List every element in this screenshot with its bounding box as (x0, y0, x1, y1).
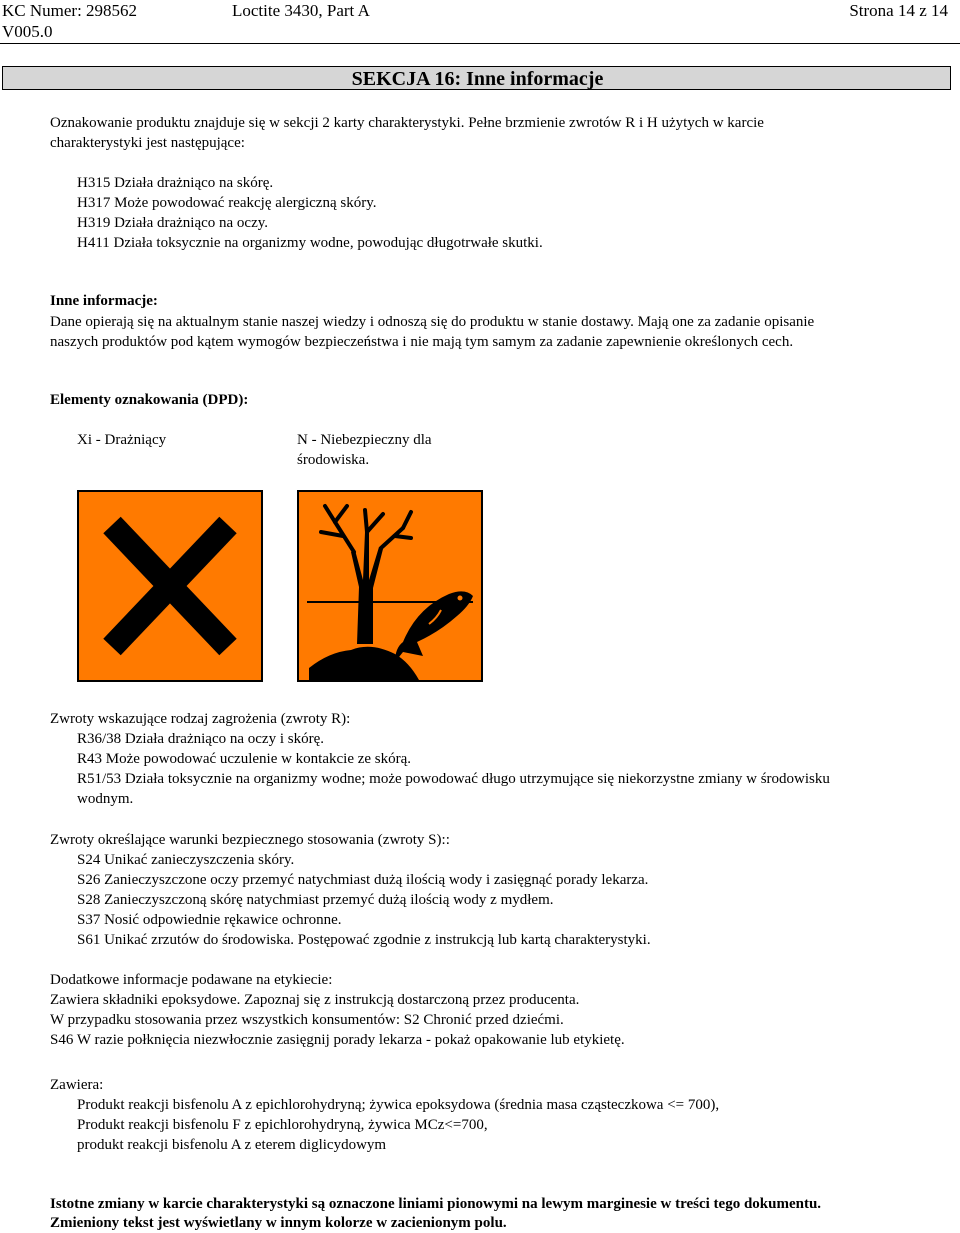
r-phrase: R51/53 Działa toksycznie na organizmy wodne; może powodować długo utrzymujące się niekorzystne zmiany w środowisku (77, 771, 830, 787)
other-info-line-1: Dane opierają się na aktualnym stanie naszej wiedzy i odnoszą się do produktu w stanie dostawy. Mają one za zadanie opisanie (50, 314, 815, 330)
version: V005.0 (2, 22, 53, 41)
xi-label: Xi - Drażniący (77, 432, 167, 448)
footer-line-2: Zmieniony tekst jest wyświetlany w innym kolorze w zacienionym polu. (50, 1215, 507, 1231)
contains-item: Produkt reakcji bisfenolu A z epichlorohydryną; żywica epoksydowa (średnia masa cząsteczkowa <= 700), (77, 1097, 720, 1113)
n-label-line-2: środowiska. (297, 452, 370, 468)
n-label-line-1: N - Niebezpieczny dla (297, 432, 432, 448)
h-phrase: H317 Może powodować reakcję alergiczną skóry. (77, 195, 377, 211)
r-phrase: R36/38 Działa drażniąco na oczy i skórę. (77, 731, 324, 747)
section-title-box (2, 66, 951, 90)
dead-tree-fish-environment-icon (297, 490, 483, 682)
product-name: Loctite 3430, Part A (232, 1, 370, 20)
h-phrase: H315 Działa drażniąco na skórę. (77, 175, 274, 191)
s-phrase: S61 Unikać zrzutów do środowiska. Postępować zgodnie z instrukcją lub kartą charakterystyki. (77, 932, 651, 948)
s-phrase: S28 Zanieczyszczoną skórę natychmiast przemyć dużą ilością wody z mydłem. (77, 892, 554, 908)
s-phrase: S26 Zanieczyszczone oczy przemyć natychmiast dużą ilością wody i zasięgnąć porady lekarza. (77, 872, 649, 888)
irritant-x-icon (77, 490, 263, 682)
r-phrase: R43 Może powodować uczulenie w kontakcie ze skórą. (77, 751, 412, 767)
kc-number: KC Numer: 298562 (2, 1, 138, 20)
s-phrase: S37 Nosić odpowiednie rękawice ochronne. (77, 912, 342, 928)
s-phrases-heading: Zwroty określające warunki bezpiecznego stosowania (zwroty S):: (50, 832, 450, 848)
additional-line: W przypadku stosowania przez wszystkich konsumentów: S2 Chronić przed dziećmi. (50, 1012, 564, 1028)
contains-heading: Zawiera: (50, 1077, 104, 1093)
header-rule (0, 43, 960, 44)
s-phrase: S24 Unikać zanieczyszczenia skóry. (77, 852, 295, 868)
labels-heading: Elementy oznakowania (DPD): (50, 392, 249, 408)
contains-item: Produkt reakcji bisfenolu F z epichlorohydryną, żywica MCz<=700, (77, 1117, 488, 1133)
additional-line: S46 W razie połknięcia niezwłocznie zasięgnij porady lekarza - pokaż opakowanie lub etykietę. (50, 1032, 625, 1048)
h-phrase: H319 Działa drażniąco na oczy. (77, 215, 269, 231)
r-phrase-continuation: wodnym. (77, 791, 134, 807)
r-phrases-heading: Zwroty wskazujące rodzaj zagrożenia (zwroty R): (50, 711, 351, 727)
page-number: Strona 14 z 14 (849, 1, 948, 20)
other-info-heading: Inne informacje: (50, 293, 158, 309)
additional-line: Zawiera składniki epoksydowe. Zapoznaj się z instrukcją dostarczoną przez producenta. (50, 992, 580, 1008)
additional-heading: Dodatkowe informacje podawane na etykiecie: (50, 972, 333, 988)
intro-line-1: Oznakowanie produktu znajduje się w sekcji 2 karty charakterystyki. Pełne brzmienie zwrotów R i H użytych w karcie (50, 115, 764, 131)
other-info-line-2: naszych produktów pod kątem wymogów bezpieczeństwa i nie mają tym samym za zadanie zapewnienie określonych cech. (50, 334, 794, 350)
intro-line-2: charakterystyki jest następujące: (50, 135, 245, 151)
footer-line-1: Istotne zmiany w karcie charakterystyki są oznaczone liniami pionowymi na lewym marginesie w treści tego dokumentu. (50, 1196, 822, 1212)
section-title: SEKCJA 16: Inne informacje (351, 68, 604, 90)
h-phrase: H411 Działa toksycznie na organizmy wodne, powodując długotrwałe skutki. (77, 235, 543, 251)
contains-item: produkt reakcji bisfenolu A z eterem diglicydowym (77, 1137, 387, 1153)
